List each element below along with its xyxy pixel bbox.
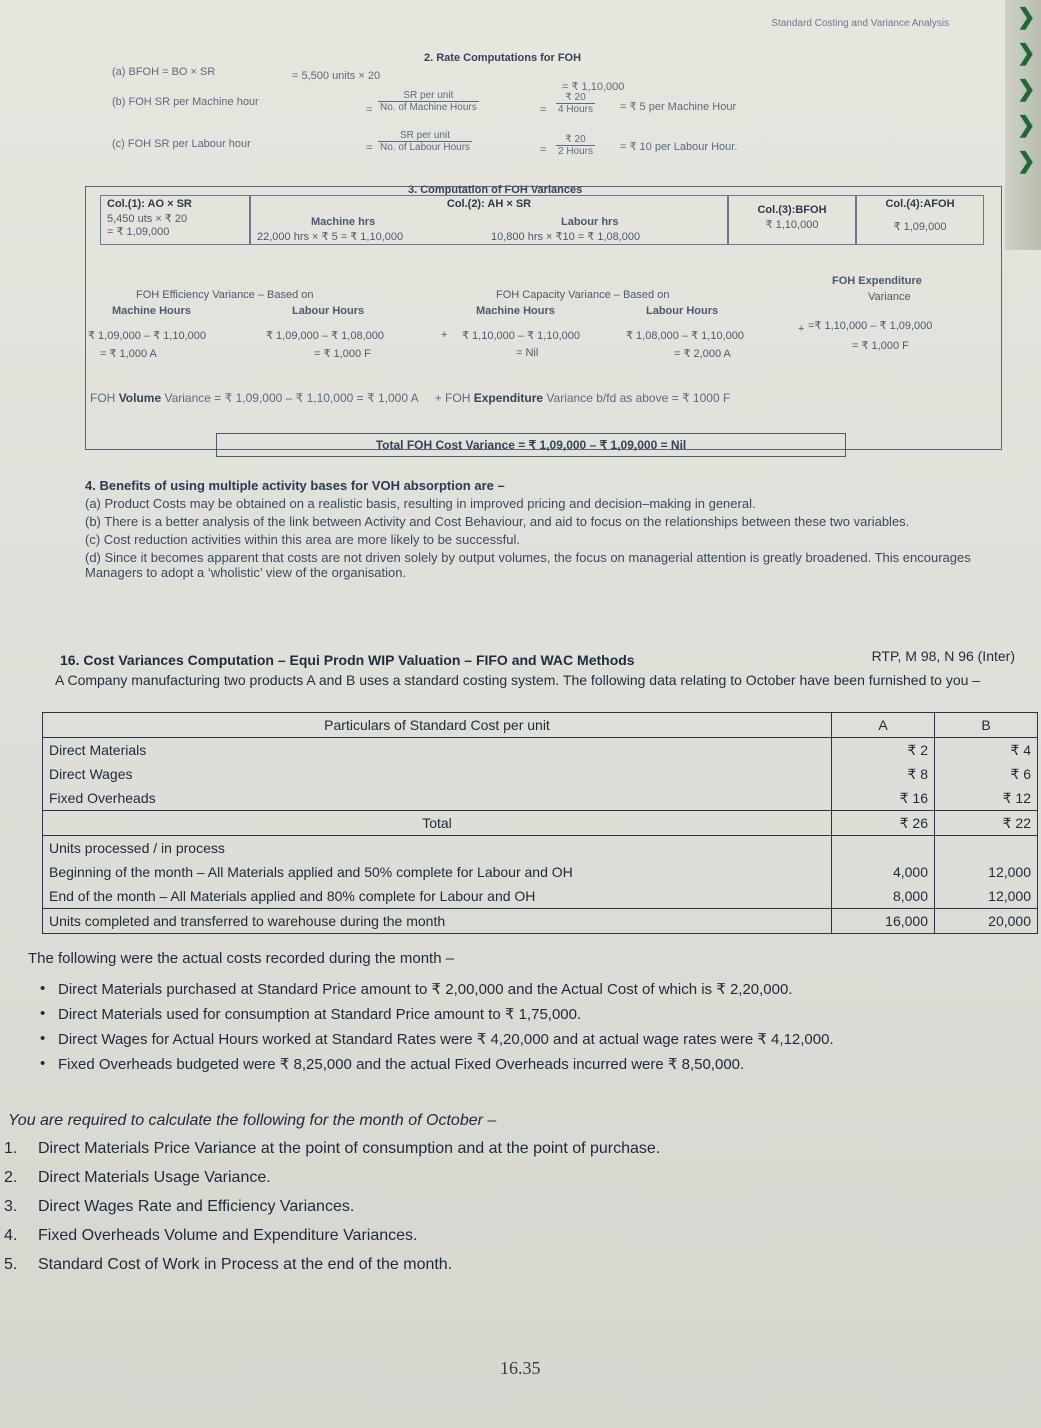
foh-volume-line: [90, 391, 730, 405]
foh-col1-line1: 5,450 uts × ₹ 20: [107, 213, 188, 225]
foh-volume-plus: + FOH: [434, 391, 471, 405]
question-title-row: [60, 648, 1015, 668]
list-item: [0, 1256, 1000, 1274]
foh-efficiency-title: FOH Efficiency Variance – Based on: [136, 289, 314, 301]
table-head-particulars: Particulars of Standard Cost per unit: [43, 713, 832, 738]
benefit-item: (b) There is a better analysis of the link between Activity and Cost Behaviour, and aid to focus on the relationships between these two variables.: [85, 514, 910, 529]
table-head-b: B: [935, 713, 1038, 738]
tab-marker-icon: ❯: [1017, 4, 1036, 29]
table-row: [43, 762, 1038, 786]
question-source: RTP, M 98, N 96 (Inter): [871, 648, 1015, 664]
benefits-heading: 4. Benefits of using multiple activity bases for VOH absorption are –: [85, 478, 505, 493]
table-cell: ₹ 6: [935, 762, 1038, 786]
foh-total: Total FOH Cost Variance = ₹ 1,09,000 – ₹ 1,09,000 = Nil: [375, 438, 687, 452]
table-row: [43, 738, 1038, 763]
benefits-section: [85, 478, 1015, 580]
standard-cost-table: [42, 712, 1038, 934]
foh-volume-rest: Variance = ₹ 1,09,000 – ₹ 1,10,000 = ₹ 1,000 A: [164, 391, 419, 405]
foh-col4-val: ₹ 1,09,000: [893, 221, 947, 233]
rate-b-fraction: [378, 90, 479, 113]
foh-cap-machine-head: Machine Hours: [476, 305, 555, 317]
question-intro: A Company manufacturing two products A and B uses a standard costing system. The following data relating to October have been furnished to you –: [55, 672, 981, 688]
running-header: Standard Costing and Variance Analysis: [771, 18, 949, 29]
list-item: • Direct Materials used for consumption at Standard Price amount to ₹ 1,75,000.: [40, 1005, 1030, 1023]
rate-b-denominator: No. of Machine Hours: [380, 102, 477, 113]
item-text: Standard Cost of Work in Process at the end of the month.: [38, 1256, 453, 1273]
item-number: 5.: [4, 1256, 18, 1273]
foh-col1-cell: [100, 195, 250, 245]
table-cell: [935, 836, 1038, 861]
rate-c-denominator: No. of Labour Hours: [380, 142, 471, 153]
table-units-head: Units processed / in process: [43, 836, 832, 861]
rate-a-result: = ₹ 1,10,000: [562, 81, 625, 93]
table-cell: Fixed Overheads: [43, 786, 832, 811]
list-item: • Direct Materials purchased at Standard Price amount to ₹ 2,00,000 and the Actual Cost of which is ₹ 2,20,000.: [40, 980, 1030, 998]
foh-col3-head: Col.(3):BFOH: [757, 204, 827, 216]
equals-sign: =: [540, 144, 547, 156]
foh-col4-head: Col.(4):AFOH: [885, 198, 955, 210]
rate-c-numerator: SR per unit: [378, 130, 472, 142]
foh-expenditure-subtitle: Variance: [868, 291, 911, 303]
item-number: 1.: [4, 1140, 18, 1157]
foh-eff-machine-head: Machine Hours: [112, 305, 191, 317]
table-row: [43, 909, 1038, 934]
rate-c-fraction: [378, 130, 472, 153]
tab-marker-icon: ❯: [1017, 40, 1036, 65]
list-item: [0, 1227, 1000, 1245]
table-cell: ₹ 16: [832, 786, 935, 811]
page-number: 16.35: [500, 1358, 541, 1378]
table-cell: 12,000: [935, 884, 1038, 909]
actuals-intro: The following were the actual costs recorded during the month –: [28, 950, 455, 967]
foh-col2-machine-head: Machine hrs: [311, 216, 376, 228]
foh-col4-cell: [856, 195, 984, 245]
rate-c-result: = ₹ 10 per Labour Hour.: [620, 141, 738, 153]
table-cell: Units completed and transferred to warehouse during the month: [43, 909, 832, 934]
table-row: [43, 836, 1038, 861]
tab-marker-icon: ❯: [1017, 76, 1036, 101]
rate-b-numerator-2: ₹ 20: [556, 92, 595, 104]
foh-eff-machine-l2: = ₹ 1,000 A: [100, 348, 157, 360]
table-row: [43, 884, 1038, 909]
foh-col3-cell: [728, 195, 856, 245]
benefit-item: (a) Product Costs may be obtained on a realistic basis, resulting in improved pricing and decision–making in general.: [85, 496, 756, 511]
foh-volume-bold: Volume: [118, 391, 162, 405]
table-row: [43, 713, 1038, 738]
table-cell: Direct Materials: [43, 738, 832, 763]
item-number: 2.: [4, 1169, 18, 1186]
table-total-label: Total: [43, 811, 832, 836]
foh-col1-line2: = ₹ 1,09,000: [107, 226, 170, 238]
item-text: Fixed Overheads Volume and Expenditure Variances.: [38, 1227, 418, 1244]
foh-expenditure-l2: = ₹ 1,000 F: [852, 340, 909, 352]
benefit-item: (c) Cost reduction activities within this area are more likely to be successful.: [85, 532, 520, 547]
foh-capacity-title: FOH Capacity Variance – Based on: [496, 289, 670, 301]
rate-b-result: = ₹ 5 per Machine Hour: [620, 101, 737, 113]
list-item: [0, 1140, 1000, 1158]
foh-eff-machine-l1: ₹ 1,09,000 – ₹ 1,10,000: [88, 330, 206, 342]
table-cell: 20,000: [935, 909, 1038, 934]
foh-col2-labour-val: 10,800 hrs × ₹10 = ₹ 1,08,000: [491, 231, 641, 243]
list-item: [0, 1169, 1000, 1187]
benefit-item: (d) Since it becomes apparent that costs are not driven solely by output volumes, the focus on managerial attention is greatly broadened. This encourages Managers to adopt a ‘wholistic’ view of the organisation.: [85, 550, 971, 580]
foh-col2-labour-head: Labour hrs: [561, 216, 619, 228]
table-cell: Beginning of the month – All Materials applied and 50% complete for Labour and OH: [43, 860, 832, 884]
table-total-a: ₹ 26: [832, 811, 935, 836]
table-cell: ₹ 12: [935, 786, 1038, 811]
table-total-b: ₹ 22: [935, 811, 1038, 836]
rate-c-label: (c) FOH SR per Labour hour: [112, 138, 251, 150]
foh-cap-labour-l1: ₹ 1,08,000 – ₹ 1,10,000: [626, 330, 744, 342]
rate-b-numerator: SR per unit: [378, 90, 479, 102]
list-item: [0, 1198, 1000, 1216]
item-text: Direct Materials Usage Variance.: [38, 1169, 271, 1186]
rate-c-numerator-2: ₹ 20: [556, 134, 595, 146]
rate-b-fraction-2: [556, 92, 595, 115]
foh-variance-box: [85, 186, 1002, 450]
table-cell: ₹ 4: [935, 738, 1038, 763]
table-row: [43, 786, 1038, 811]
list-item: • Direct Wages for Actual Hours worked at Standard Rates were ₹ 4,20,000 and at actual wage rates were ₹ 4,12,000.: [40, 1030, 1030, 1048]
table-cell: 4,000: [832, 860, 935, 884]
table-cell: 16,000: [832, 909, 935, 934]
table-cell: 12,000: [935, 860, 1038, 884]
rate-c-fraction-2: [556, 134, 595, 157]
equals-sign: =: [366, 104, 373, 116]
item-number: 3.: [4, 1198, 18, 1215]
tab-marker-icon: ❯: [1017, 148, 1036, 173]
rate-c-denominator-2: 2 Hours: [558, 146, 594, 157]
list-item: • Fixed Overheads budgeted were ₹ 8,25,000 and the actual Fixed Overheads incurred were ₹ 8,50,000.: [40, 1055, 1030, 1073]
foh-col1-head: Col.(1): AO × SR: [107, 198, 192, 210]
rate-a-value: = 5,500 units × 20: [292, 70, 381, 82]
rate-a-label: (a) BFOH = BO × SR: [112, 66, 216, 78]
foh-section-title: 3. Computation of FOH Variances: [408, 184, 583, 196]
requirements-intro: You are required to calculate the following for the month of October –: [8, 1112, 497, 1129]
foh-expenditure-l1: =₹ 1,10,000 – ₹ 1,09,000: [808, 320, 933, 332]
item-text: Direct Wages Rate and Efficiency Variances.: [38, 1198, 355, 1215]
foh-eff-labour-head: Labour Hours: [292, 305, 365, 317]
foh-col2-machine-val: 22,000 hrs × ₹ 5 = ₹ 1,10,000: [257, 231, 404, 243]
foh-cap-labour-head: Labour Hours: [646, 305, 719, 317]
foh-eff-labour-l2: = ₹ 1,000 F: [314, 348, 371, 360]
foh-eff-labour-l1: ₹ 1,09,000 – ₹ 1,08,000: [266, 330, 384, 342]
tab-marker-icon: ❯: [1017, 112, 1036, 137]
question-title: 16. Cost Variances Computation – Equi Prodn WIP Valuation – FIFO and WAC Methods: [60, 652, 635, 668]
equals-sign: =: [540, 104, 547, 116]
foh-col2-cell: [250, 195, 728, 245]
rate-b-label: (b) FOH SR per Machine hour: [112, 96, 259, 108]
actuals-list: [40, 980, 1030, 1080]
plus-sign: +: [441, 329, 448, 341]
foh-col2-head: Col.(2): AH × SR: [446, 198, 532, 210]
requirements-list: [0, 1140, 1000, 1285]
table-row: [43, 860, 1038, 884]
table-cell: [832, 836, 935, 861]
table-head-a: A: [832, 713, 935, 738]
table-cell: Direct Wages: [43, 762, 832, 786]
table-row: [43, 811, 1038, 836]
item-number: 4.: [4, 1227, 18, 1244]
foh-cap-machine-l1: ₹ 1,10,000 – ₹ 1,10,000: [462, 330, 580, 342]
equals-sign: =: [366, 142, 373, 154]
foh-col3-val: ₹ 1,10,000: [765, 219, 819, 231]
foh-volume-prefix: FOH: [90, 391, 116, 405]
item-text: Direct Materials Price Variance at the point of consumption and at the point of purchase.: [38, 1140, 661, 1157]
foh-cap-labour-l2: = ₹ 2,000 A: [674, 348, 731, 360]
page-edge-tabs: [1005, 0, 1041, 250]
table-cell: End of the month – All Materials applied and 80% complete for Labour and OH: [43, 884, 832, 909]
foh-cap-machine-l2: = Nil: [516, 347, 539, 359]
rate-b-denominator-2: 4 Hours: [558, 104, 594, 115]
plus-sign: +: [798, 323, 805, 335]
foh-total-cell: [216, 433, 846, 457]
table-cell: ₹ 8: [832, 762, 935, 786]
foh-volume-exp-bold: Expenditure: [473, 391, 544, 405]
table-cell: 8,000: [832, 884, 935, 909]
table-cell: ₹ 2: [832, 738, 935, 763]
rates-section-title: 2. Rate Computations for FOH: [424, 52, 582, 64]
foh-volume-exp-rest: Variance b/fd as above = ₹ 1000 F: [546, 391, 731, 405]
foh-expenditure-title: FOH Expenditure: [832, 275, 922, 287]
